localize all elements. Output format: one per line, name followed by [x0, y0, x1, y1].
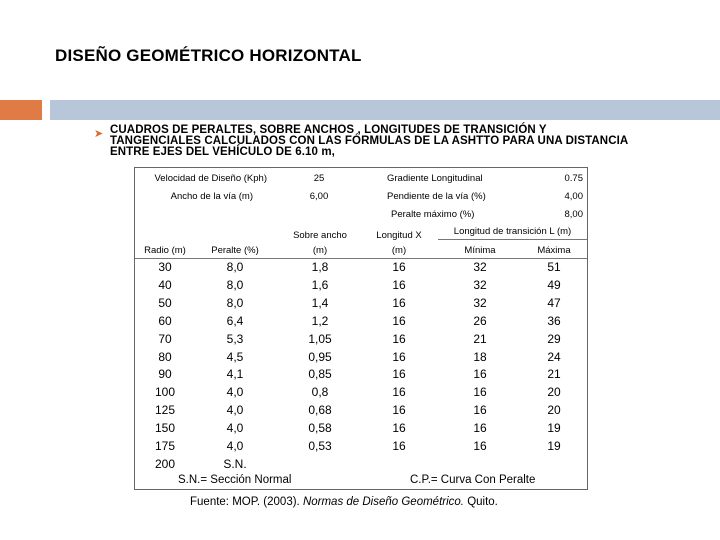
source-citation	[190, 496, 498, 508]
cell-longx: 16	[392, 277, 406, 292]
cell-radio: 60	[158, 313, 172, 328]
cell-l-maxima: 19	[547, 421, 561, 436]
cell-l-maxima: 49	[547, 277, 561, 292]
param-gradiente-label: Gradiente Longitudinal	[387, 173, 483, 184]
note-seccion-normal: S.N.= Sección Normal	[178, 474, 292, 486]
cell-l-maxima: 21	[547, 367, 561, 382]
cell-radio: 150	[154, 421, 176, 436]
param-pendiente-value: 4,00	[564, 191, 583, 202]
param-ancho-label: Ancho de la vía (m)	[170, 191, 253, 202]
header-sobreancho-unit: (m)	[312, 245, 328, 256]
cell-radio: 175	[154, 439, 176, 453]
param-peralte-max-label: Peralte máximo (%)	[391, 209, 475, 220]
cell-sobreancho: 0,58	[308, 421, 332, 436]
cell-peralte: 4,1	[226, 367, 244, 382]
cell-peralte: 8,0	[226, 277, 244, 292]
header-divider-transicion	[438, 239, 587, 240]
cell-longx: 16	[392, 367, 406, 382]
cell-l-maxima: 19	[547, 439, 561, 453]
cell-l-minima: 16	[473, 421, 487, 436]
header-longx: Longitud X	[376, 230, 422, 241]
cell-radio: 90	[158, 367, 172, 382]
cell-l-maxima: 51	[547, 260, 561, 274]
cell-l-minima: 32	[473, 260, 487, 274]
cell-sobreancho: 1,6	[311, 277, 329, 292]
param-velocidad-label: Velocidad de Diseño (Kph)	[154, 173, 267, 184]
table-row	[135, 312, 587, 330]
cell-l-maxima: 29	[547, 331, 561, 346]
table-row	[135, 330, 587, 348]
cell-sobreancho: 1,05	[308, 331, 332, 346]
cell-sobreancho: 0,85	[308, 367, 332, 382]
header-minima: Mínima	[464, 245, 496, 256]
cell-longx: 16	[392, 331, 406, 346]
cell-longx: 16	[392, 421, 406, 436]
cell-sobreancho: 1,8	[311, 260, 329, 274]
header-sobreancho: Sobre ancho	[293, 230, 347, 241]
cell-peralte: 8,0	[226, 260, 244, 274]
param-pendiente-label: Pendiente de la vía (%)	[387, 191, 486, 202]
source-title: Normas de Diseño Geométrico.	[302, 496, 464, 508]
cell-radio: 125	[154, 403, 176, 418]
cell-longx: 16	[392, 385, 406, 400]
peralte-table	[134, 167, 588, 490]
table-row	[135, 365, 587, 383]
cell-l-maxima: 20	[547, 385, 561, 400]
cell-peralte: 5,3	[226, 331, 244, 346]
cell-peralte: 4,0	[226, 385, 244, 400]
cell-l-minima: 21	[473, 331, 487, 346]
header-radio: Radio (m)	[144, 245, 186, 256]
table-row	[135, 455, 587, 473]
param-gradiente-value: 0.75	[564, 173, 583, 184]
table-row	[135, 348, 587, 366]
cell-l-minima: 16	[473, 385, 487, 400]
cell-l-minima: 26	[473, 313, 487, 328]
cell-l-minima: 16	[473, 403, 487, 418]
cell-peralte: 6,4	[226, 313, 244, 328]
cell-longx: 16	[392, 295, 406, 310]
header-peralte: Peralte (%)	[211, 245, 259, 256]
cell-sobreancho: 1,2	[311, 313, 329, 328]
cell-peralte: S.N.	[223, 456, 247, 471]
accent-bar	[0, 100, 42, 120]
cell-l-minima: 32	[473, 277, 487, 292]
cell-sobreancho: 0,53	[308, 439, 332, 453]
cell-radio: 80	[158, 349, 172, 364]
cell-l-minima: 16	[473, 367, 487, 382]
cell-longx: 16	[392, 439, 406, 453]
source-suffix: Quito.	[464, 496, 498, 508]
arrow-bullet-icon: ➤	[94, 128, 104, 140]
page-title: DISEÑO GEOMÉTRICO HORIZONTAL	[55, 46, 362, 65]
param-ancho-value: 6,00	[309, 191, 329, 202]
table-row	[135, 419, 587, 437]
cell-peralte: 4,0	[226, 403, 244, 418]
cell-radio: 50	[158, 295, 172, 310]
table-row	[135, 276, 587, 294]
param-peralte-max-value: 8,00	[564, 209, 583, 220]
cell-l-minima: 32	[473, 295, 487, 310]
cell-l-maxima: 24	[547, 349, 561, 364]
cell-sobreancho: 0,8	[311, 385, 329, 400]
cell-longx: 16	[392, 260, 406, 274]
cell-sobreancho: 0,95	[308, 349, 332, 364]
table-row	[135, 437, 587, 455]
cell-radio: 70	[158, 331, 172, 346]
cell-peralte: 4,0	[226, 439, 244, 453]
cell-sobreancho: 0,68	[308, 403, 332, 418]
header-maxima: Máxima	[537, 245, 571, 256]
cell-longx: 16	[392, 403, 406, 418]
table-row	[135, 383, 587, 401]
cell-sobreancho: 1,4	[311, 295, 329, 310]
table-row	[135, 401, 587, 419]
header-rule	[50, 100, 720, 120]
table-row	[135, 258, 587, 276]
cell-radio: 200	[154, 456, 176, 471]
cell-peralte: 8,0	[226, 295, 244, 310]
cell-radio: 30	[158, 260, 172, 274]
param-velocidad-value: 25	[313, 173, 325, 184]
cell-longx: 16	[392, 313, 406, 328]
cell-l-minima: 18	[473, 349, 487, 364]
cell-peralte: 4,5	[226, 349, 244, 364]
header-transicion: Longitud de transición L (m)	[453, 226, 572, 237]
cell-radio: 40	[158, 277, 172, 292]
bullet-text: CUADROS DE PERALTES, SOBRE ANCHOS , LONGITUDES DE TRANSICIÓN Y TANGENCIALES CALCULADOS CON LAS FÓRMULAS DE LA ASHTTO PARA UNA DISTANCIA ENTRE EJES DEL VEHÍCULO DE 6.10 m,	[110, 124, 628, 158]
table-row	[135, 294, 587, 312]
note-curva-peralte: C.P.= Curva Con Peralte	[410, 474, 536, 486]
cell-l-maxima: 36	[547, 313, 561, 328]
cell-l-minima: 16	[473, 439, 487, 453]
header-longx-unit: (m)	[391, 245, 407, 256]
source-prefix: Fuente: MOP. (2003).	[190, 496, 303, 508]
cell-peralte: 4,0	[226, 421, 244, 436]
cell-radio: 100	[154, 385, 176, 400]
cell-l-maxima: 20	[547, 403, 561, 418]
cell-l-maxima: 47	[547, 295, 561, 310]
cell-longx: 16	[392, 349, 406, 364]
